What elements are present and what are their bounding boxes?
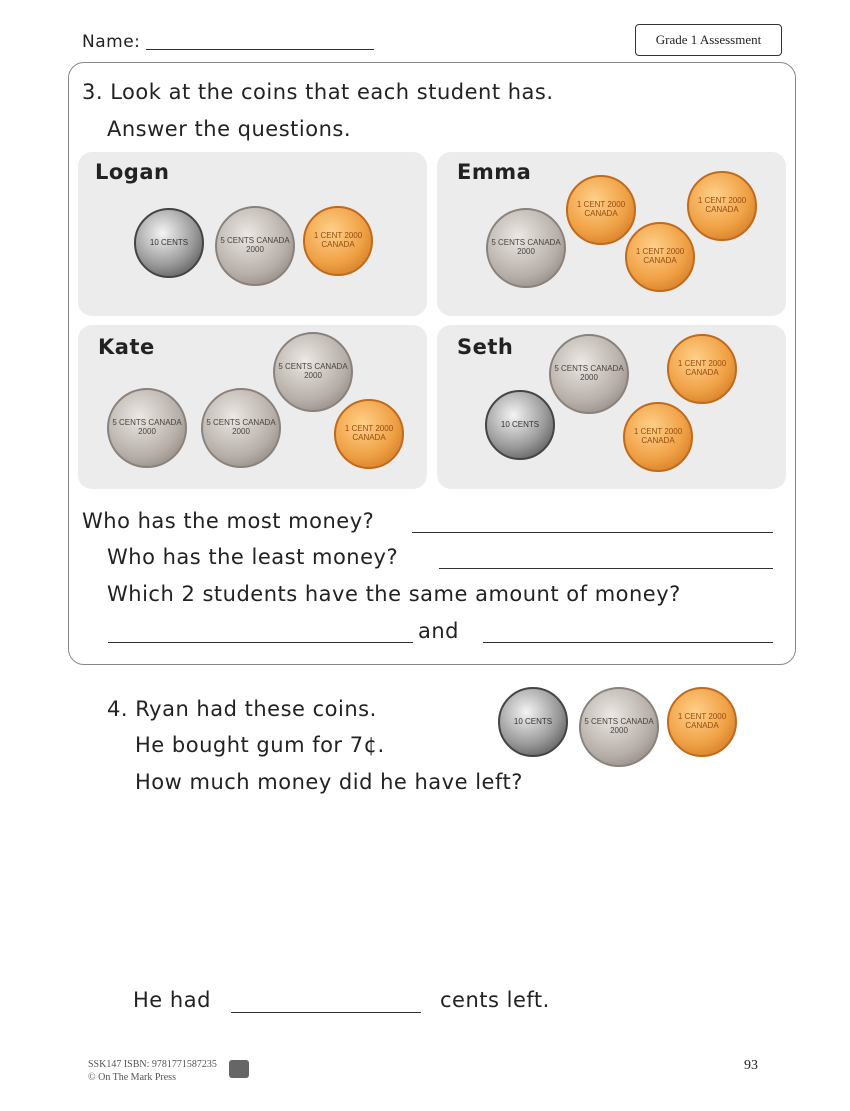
coin-lettering: 5 CENTS CANADA 2000: [220, 236, 290, 254]
nickel-coin-icon: [215, 206, 295, 286]
footer-code: SSK147 ISBN: 9781771587235: [88, 1059, 217, 1070]
name-field[interactable]: [146, 49, 374, 50]
coin-lettering: 5 CENTS CANADA 2000: [278, 362, 348, 380]
penny-coin-icon: [566, 175, 636, 245]
answer-same-1-field[interactable]: [108, 642, 413, 643]
answer-prefix: He had: [133, 988, 211, 1012]
dime-coin-icon: [134, 208, 204, 278]
cents-left-field[interactable]: [231, 1012, 421, 1013]
student-name-seth: Seth: [457, 335, 514, 359]
nickel-coin-icon: [486, 208, 566, 288]
nickel-coin-icon: [201, 388, 281, 468]
q4-gum: He bought gum for 7¢.: [135, 733, 385, 757]
penny-coin-icon: [667, 334, 737, 404]
and-label: and: [418, 619, 460, 643]
name-label: Name:: [82, 32, 141, 52]
answer-most-field[interactable]: [412, 532, 773, 533]
coin-lettering: 1 CENT 2000 CANADA: [344, 424, 394, 442]
footer: [88, 1058, 217, 1084]
page-number: 93: [744, 1058, 758, 1073]
coin-lettering: 5 CENTS CANADA 2000: [206, 418, 276, 436]
coin-lettering: 10 CENTS: [149, 237, 189, 247]
question-most: Who has the most money?: [82, 509, 375, 533]
question-least: Who has the least money?: [107, 545, 399, 569]
coin-lettering: 1 CENT 2000 CANADA: [635, 247, 685, 265]
nickel-coin-icon: [579, 687, 659, 767]
dime-coin-icon: [485, 390, 555, 460]
penny-coin-icon: [667, 687, 737, 757]
coin-lettering: 1 CENT 2000 CANADA: [677, 359, 727, 377]
penny-coin-icon: [623, 402, 693, 472]
q4-prompt: 4. Ryan had these coins.: [107, 697, 377, 721]
coin-lettering: 1 CENT 2000 CANADA: [633, 427, 683, 445]
coin-lettering: 10 CENTS: [500, 419, 540, 429]
answer-suffix: cents left.: [440, 988, 550, 1012]
coin-lettering: 5 CENTS CANADA 2000: [491, 238, 561, 256]
dime-coin-icon: [498, 687, 568, 757]
coin-lettering: 5 CENTS CANADA 2000: [112, 418, 182, 436]
student-name-logan: Logan: [95, 160, 170, 184]
answer-least-field[interactable]: [439, 568, 773, 569]
coin-lettering: 1 CENT 2000 CANADA: [576, 200, 626, 218]
coin-lettering: 5 CENTS CANADA 2000: [554, 364, 624, 382]
answer-same-2-field[interactable]: [483, 642, 773, 643]
penny-coin-icon: [625, 222, 695, 292]
coin-lettering: 1 CENT 2000 CANADA: [677, 712, 727, 730]
coin-lettering: 1 CENT 2000 CANADA: [697, 196, 747, 214]
coin-lettering: 10 CENTS: [513, 716, 553, 726]
coin-lettering: 1 CENT 2000 CANADA: [313, 231, 363, 249]
penny-coin-icon: [334, 399, 404, 469]
nickel-coin-icon: [549, 334, 629, 414]
publisher-logo-icon: [229, 1060, 249, 1078]
grade-badge: Grade 1 Assessment: [635, 24, 782, 56]
nickel-coin-icon: [107, 388, 187, 468]
student-name-kate: Kate: [98, 335, 155, 359]
coin-lettering: 5 CENTS CANADA 2000: [584, 717, 654, 735]
q3-instruction: Answer the questions.: [107, 117, 352, 141]
penny-coin-icon: [687, 171, 757, 241]
nickel-coin-icon: [273, 332, 353, 412]
q3-prompt: 3. Look at the coins that each student has.: [82, 80, 554, 104]
penny-coin-icon: [303, 206, 373, 276]
student-name-emma: Emma: [457, 160, 532, 184]
q4-question: How much money did he have left?: [135, 770, 523, 794]
footer-copyright: © On The Mark Press: [88, 1072, 176, 1083]
question-same: Which 2 students have the same amount of money?: [107, 582, 681, 606]
